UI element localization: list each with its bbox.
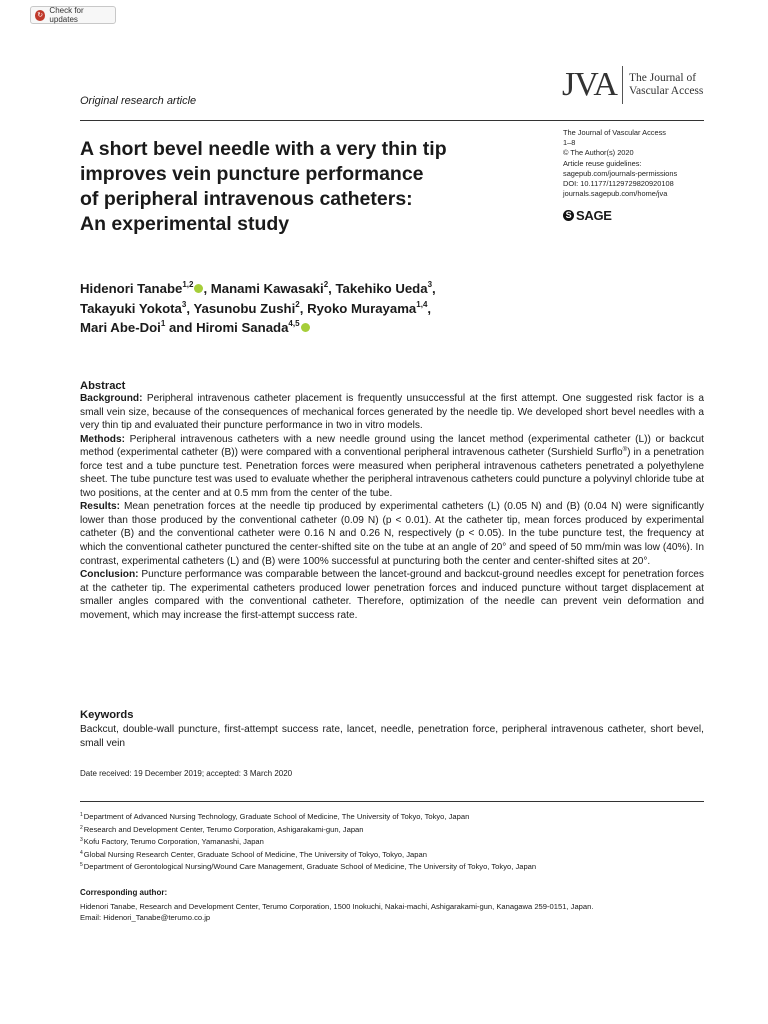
- author-name: Hidenori Tanabe: [80, 281, 183, 296]
- author-name: Takayuki Yokota: [80, 300, 182, 316]
- check-for-updates-button[interactable]: [30, 6, 116, 24]
- author-affiliation-marker: 1,2: [182, 280, 194, 289]
- affiliation-item: [80, 824, 704, 837]
- corresponding-author-details: [80, 901, 720, 923]
- author-list: Hidenori Tanabe$^{1,2}$ , Manami Kawasaki$^2$, Takehiko Ueda$^3$, Takayuki Yokota$^3$, Yasunobu Zushi$^2$, Ryoko Murayama$^{1,4}$, Mari Abe-Doi$^1$ and Hiromi Sanada$^{4,5}$: [80, 280, 436, 335]
- corresponding-address: Hidenori Tanabe, Research and Development Center, Terumo Corporation, 1500 Inokuchi, Nakai-machi, Ashigarakami-gun, Kanagawa 259-0151, Japan.: [80, 902, 594, 911]
- abstract-background: Background: Peripheral intravenous catheter placement is frequently unsuccessful at the first attempt. One suggested risk factor is a small vein size, because of the consequences of mechanical forces generated by the needle tip. We developed short bevel needles with a very thin tip and evaluated their puncture performance in two in vitro models.: [80, 393, 704, 432]
- abstract-heading: Abstract: [80, 380, 126, 392]
- affiliation-number: 2: [80, 824, 83, 831]
- footnote-rule: [80, 801, 704, 802]
- journal-info-sidebar: [563, 128, 723, 199]
- affiliations: [80, 811, 704, 874]
- author-name: Manami Kawasaki: [210, 281, 324, 296]
- logo-divider: [622, 66, 623, 104]
- journal-abbreviation: JVA: [562, 66, 617, 103]
- publisher-name: SAGE: [576, 208, 612, 223]
- abstract: [80, 392, 704, 622]
- corresponding-author-heading: Corresponding author:: [80, 888, 168, 897]
- affiliation-text: Department of Advanced Nursing Technology, Graduate School of Medicine, The University of Tokyo, Tokyo, Japan: [83, 812, 470, 821]
- abstract-results: Results: Mean penetration forces at the needle tip produced by experimental catheters (L) (0.05 N) and (B) (0.04 N) were significantly lower than those produced by the conventional catheter (0.09 N) (p < 0.01). At the catheter tip, mean forces produced by experimental catheter (B) and the conventional catheter were 0.16 N and 0.26 N, respectively (p < 0.05). In the tube puncture test, the frequency at which the conventional catheter punctured the center-shifted site on the tube at an angle of 20° and speed of 50 mm/min was low (40%). In contrast, experimental catheters (L) and (B) were 100% successful at puncturing both the center and center-shifted sites at 20°.: [80, 501, 704, 567]
- doi-link[interactable]: DOI: 10.1177/1129729820920108: [563, 179, 674, 189]
- author-name: Takehiko Ueda: [335, 281, 428, 296]
- page-range: 1–8: [563, 138, 576, 148]
- permissions-link[interactable]: sagepub.com/journals-permissions: [563, 168, 678, 178]
- journal-title-text: The Journal of Vascular Access: [563, 128, 666, 137]
- affiliation-text: Research and Development Center, Terumo Corporation, Ashigarakami-gun, Japan: [83, 824, 364, 834]
- author-affiliation-marker: 4,5: [288, 319, 300, 328]
- corresponding-email[interactable]: Email: Hidenori_Tanabe@terumo.co.jp: [80, 913, 211, 922]
- author-name: Mari Abe-Doi: [80, 320, 161, 335]
- journal-homepage-link[interactable]: journals.sagepub.com/home/jva: [563, 189, 668, 199]
- article-type: Original research article: [80, 95, 197, 107]
- author-affiliation-marker: 1: [160, 319, 166, 328]
- orcid-icon[interactable]: [194, 284, 203, 293]
- author-affiliation-marker: 3: [427, 280, 433, 289]
- author-affiliation-marker: 2: [323, 280, 329, 289]
- check-for-updates-label: Check for updates: [49, 6, 84, 24]
- journal-name: The Journal of Vascular Access: [628, 72, 704, 97]
- sage-logo: [563, 208, 612, 223]
- sage-icon: S: [563, 210, 574, 221]
- affiliation-number: 4: [80, 849, 83, 856]
- orcid-icon[interactable]: [301, 323, 310, 332]
- affiliation-item: [80, 861, 704, 874]
- author-name: Yasunobu Zushi: [193, 300, 296, 316]
- affiliation-number: 1: [80, 812, 83, 818]
- author-affiliation-marker: 1,4: [416, 299, 428, 309]
- affiliation-number: 5: [80, 862, 83, 868]
- article-title: A short bevel needle with a very thin tip improves vein puncture performance of peripheral intravenous catheters: An experimental study: [80, 138, 447, 235]
- received-accepted-dates: Date received: 19 December 2019; accepted: 3 March 2020: [80, 769, 293, 778]
- affiliation-item: [80, 836, 704, 849]
- reuse-label: Article reuse guidelines:: [563, 158, 642, 168]
- keywords-heading: Keywords: [80, 709, 134, 721]
- affiliation-text: Global Nursing Research Center, Graduate School of Medicine, The University of Tokyo, Tokyo, Japan: [83, 849, 427, 859]
- abstract-methods: Methods: Peripheral intravenous catheters with a new needle ground using the lancet method (experimental catheter (L)) or backcut method (experimental catheter (B)) were compared with a conventional peripheral intravenous catheter (Surshield Surflo®) in a penetration force test and a tube puncture test. Penetration forces were measured when peripheral intravenous catheters penetrated a polyethylene sheet. The tube puncture test was used to evaluate whether the peripheral intravenous catheters could puncture a polyvinyl chloride tube at two positions, at the center and at 0.5 mm from the center of the tube.: [80, 433, 705, 499]
- update-icon: ↻: [35, 10, 45, 21]
- affiliation-text: Department of Gerontological Nursing/Wound Care Management, Graduate School of Medicine, The University of Tokyo, Tokyo, Japan: [83, 862, 537, 871]
- journal-logo: [562, 66, 703, 104]
- affiliation-item: [80, 811, 704, 824]
- header-rule: [80, 120, 704, 121]
- abstract-conclusion: Conclusion: Puncture performance was comparable between the lancet-ground and backcut-ground needles except for penetration forces at the catheter tip. The experimental catheters produced lower penetration forces and induced puncture without target displacement at smaller angles compared with the conventional catheter. Therefore, optimization of the needle can prevent vein deformation and movement, which may increase the first-attempt success rate.: [80, 569, 704, 621]
- author-affiliation-marker: 2: [295, 299, 300, 309]
- author-name: Ryoko Murayama: [307, 300, 417, 316]
- affiliation-item: [80, 849, 704, 862]
- keywords: Backcut, double-wall puncture, first-attempt success rate, lancet, needle, penetration force, peripheral intravenous catheter, short bevel, small vein: [80, 724, 704, 749]
- copyright: © The Author(s) 2020: [563, 148, 634, 158]
- author-name: Hiromi Sanada: [196, 320, 289, 335]
- author-affiliation-marker: 3: [181, 299, 187, 309]
- affiliation-text: Kofu Factory, Terumo Corporation, Yamanashi, Japan: [83, 837, 264, 846]
- affiliation-number: 3: [80, 837, 83, 843]
